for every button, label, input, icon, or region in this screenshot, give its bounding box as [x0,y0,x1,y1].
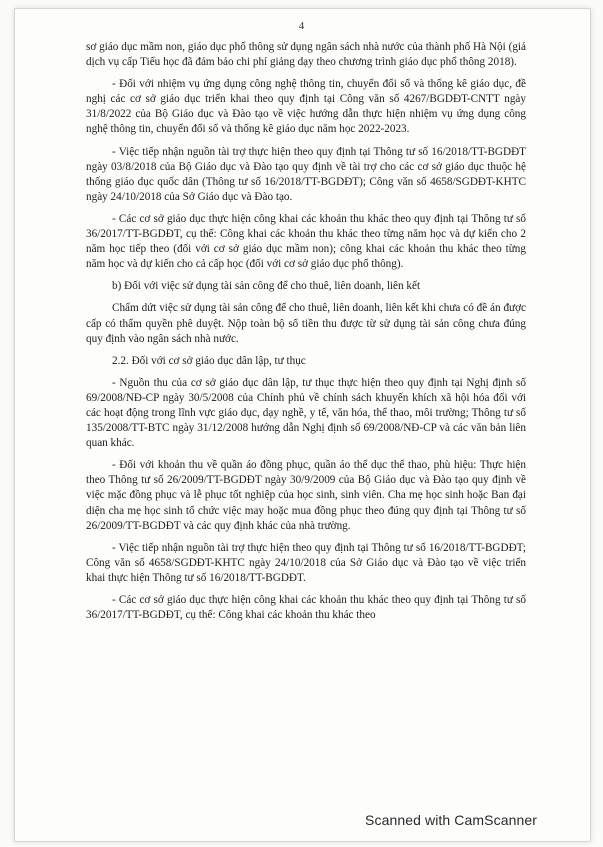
paragraph: Chấm dứt việc sử dụng tài sản công để cho thuê, liên doanh, liên kết khi chưa có đề án được cấp có thẩm quyền phê duyệt. Nộp toàn bộ số tiền thu được từ sử dụng tài sản công chưa đúng quy định vào ngân sách nhà nước. [86,302,526,345]
paragraph: 2.2. Đối với cơ sở giáo dục dân lập, tư thục [112,354,306,367]
paragraph: - Việc tiếp nhận nguồn tài trợ thực hiện theo quy định tại Thông tư số 16/2018/TT-BGDĐT ngày 03/8/2018 của Bộ Giáo dục và Đào tạo quy định về tài trợ cho các cơ sở giáo dục thuộc hệ thống giáo dục quốc dân (Thông tư số 16/2018/TT-BGDĐT); Công văn số 4658/SGDĐT-KHTC ngày 24/10/2018 của Sở Giáo dục và Đào tạo. [86,145,526,203]
paragraph: - Các cơ sở giáo dục thực hiện công khai các khoản thu khác theo quy định tại Thông tư số 36/2017/TT-BGDĐT, cụ thể: Công khai các khoản thu khác theo từng năm học và dự kiến cho 2 năm học tiếp theo (đối với cơ sở giáo dục mầm non); công khai các khoản thu khác theo từng năm học và dự kiến cho cả cấp học (đối với cơ sở giáo dục phổ thông). [86,212,526,271]
paragraph: b) Đối với việc sử dụng tài sản công để cho thuê, liên doanh, liên kết [112,280,421,293]
paragraph: sơ giáo dục mầm non, giáo dục phổ thông sử dụng ngân sách nhà nước của thành phố Hà Nội (giá dịch vụ cấp Tiểu học đã đảm bảo chi phí giảng dạy theo chương trình giáo dục phổ thông 2018). [86,41,526,69]
paragraph: - Đối với nhiệm vụ ứng dụng công nghệ thông tin, chuyển đổi số và thống kê giáo dục, đề nghị các cơ sở giáo dục triển khai theo quy định tại Công văn số 4267/BGDĐT-CNTT ngày 31/8/2022 của Bộ Giáo dục và Đào tạo về việc hướng dẫn thực hiện nhiệm vụ ứng dụng công nghệ thông tin, chuyển đổi số và thống kê giáo dục năm học 2022-2023. [86,78,526,136]
paragraph: - Việc tiếp nhận nguồn tài trợ thực hiện theo quy định tại Thông tư số 16/2018/TT-BGDĐT; Công văn số 4658/SGDĐT-KHTC ngày 24/10/2018 của Sở Giáo dục và Đào tạo về việc triển khai thực hiện Thông tư số 16/2018/TT-BGDĐT. [86,541,526,584]
page-number: 4 [298,20,305,32]
camscanner-watermark: Scanned with CamScanner [365,812,537,828]
paragraph: - Đối với khoản thu về quần áo đồng phục, quần áo thể dục thể thao, phù hiệu: Thực hiện theo Thông tư số 26/2009/TT-BGDĐT ngày 30/9/2009 của Bộ Giáo dục và Đào tạo quy định về việc mặc đồng phục và lễ phục tốt nghiệp của học sinh, sinh viên. Cha mẹ học sinh hoặc Ban đại diện cha mẹ học sinh tổ chức việc may hoặc mua đồng phục theo đúng quy định tại Thông tư số 26/2009/TT-BGDĐT và các quy định khác của nhà trường. [86,459,526,532]
paragraph: - Các cơ sở giáo dục thực hiện công khai các khoản thu khác theo quy định tại Thông tư số 36/2017/TT-BGDĐT, cụ thể: Công khai các khoản thu khác theo [86,594,526,622]
document-body [86,40,526,630]
paragraph: - Nguồn thu của cơ sở giáo dục dân lập, tư thục thực hiện theo quy định tại Nghị định số 69/2008/NĐ-CP ngày 30/5/2008 của Chính phủ về chính sách khuyến khích xã hội hóa đối với các hoạt động trong lĩnh vực giáo dục, dạy nghề, y tế, văn hóa, thể thao, môi trường; Thông tư số 135/2008/TT-BTC ngày 31/12/2008 hướng dẫn Nghị định số 69/2008/NĐ-CP và các văn bản liên quan khác. [86,376,526,450]
